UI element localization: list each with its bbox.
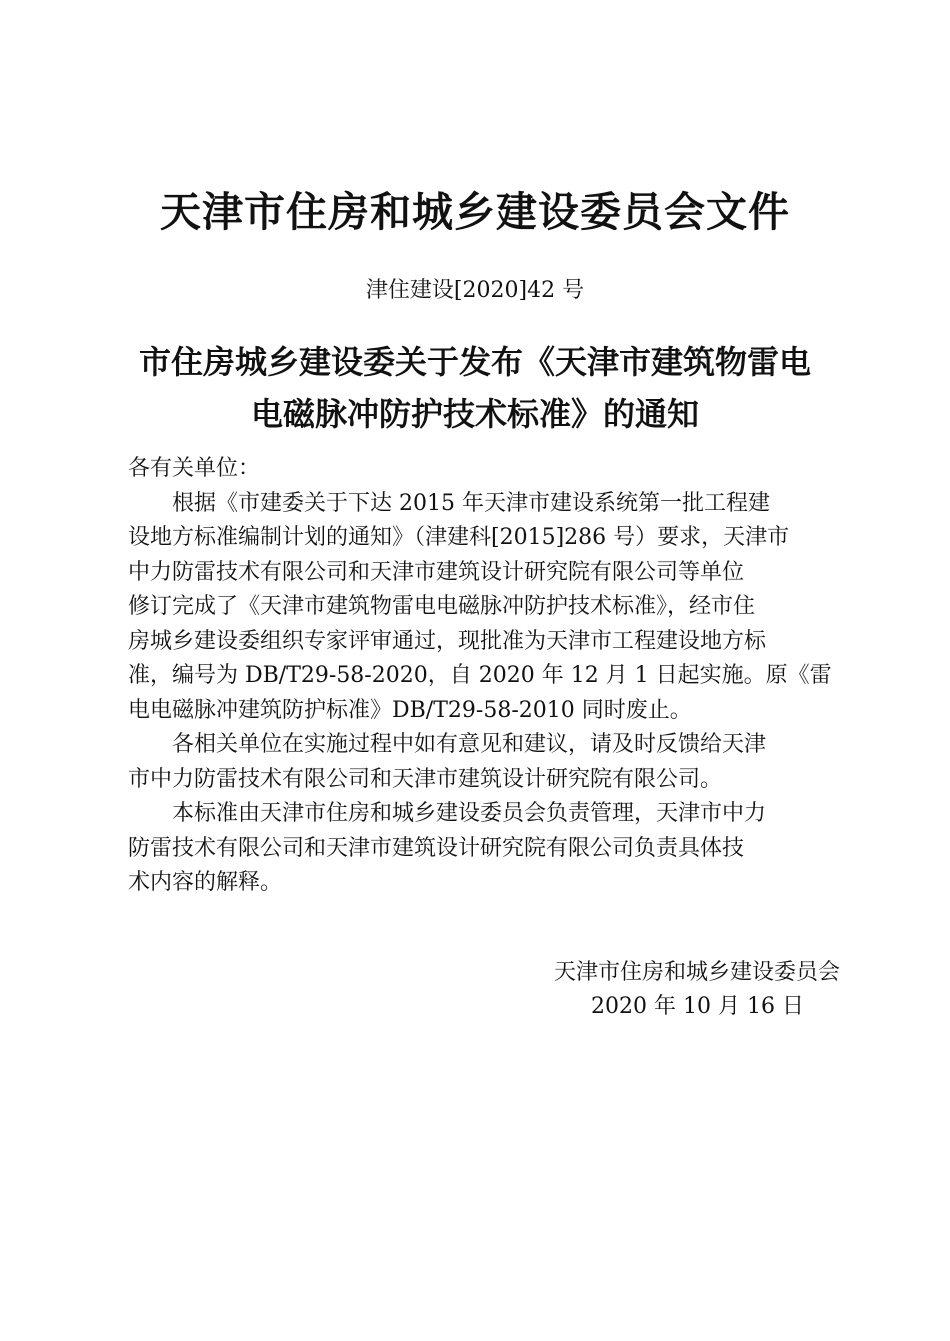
- paragraph-line: 根据《市建委关于下达 2015 年天津市建设系统第一批工程建: [172, 490, 770, 516]
- paragraph-line: 市中力防雷技术有限公司和天津市建筑设计研究院有限公司。: [128, 766, 723, 792]
- paragraph-line: 防雷技术有限公司和天津市建筑设计研究院有限公司负责具体技: [128, 835, 745, 861]
- signature-block: [470, 956, 840, 1024]
- salutation: 各有关单位：: [128, 456, 261, 481]
- paragraph-line: 修订完成了《天津市建筑物雷电电磁脉冲防护技术标准》，经市住: [128, 594, 756, 619]
- paragraph-line: 电电磁脉冲建筑防护标准》DB/T29-58-2010 同时废止。: [128, 697, 692, 723]
- paragraph-line: 设地方标准编制计划的通知》（津建科[2015]286 号）要求，天津市: [128, 525, 790, 550]
- notice-body: [128, 452, 838, 901]
- signing-organization: 天津市住房和城乡建设委员会: [553, 960, 840, 985]
- issuer-title: 天津市住房和城乡建设委员会文件: [160, 188, 790, 236]
- paragraph-line: 各相关单位在实施过程中如有意见和建议，请及时反馈给天津: [172, 732, 767, 757]
- paragraph-line: 本标准由天津市住房和城乡建设委员会负责管理，天津市中力: [172, 801, 767, 826]
- paragraph-line: 房城乡建设委组织专家评审通过，现批准为天津市工程建设地方标: [128, 628, 767, 654]
- paragraph-line: 中力防雷技术有限公司和天津市建筑设计研究院有限公司等单位: [128, 559, 745, 585]
- signing-date: 2020 年 10 月 16 日: [591, 994, 804, 1019]
- notice-title-line: 市住房城乡建设委关于发布《天津市建筑物雷电: [138, 343, 811, 381]
- paragraph-line: 准，编号为 DB/T29-58-2020，自 2020 年 12 月 1 日起实施。原《雷: [128, 663, 832, 688]
- notice-title: [60, 336, 890, 440]
- notice-title-line: 电磁脉冲防护技术标准》的通知: [250, 395, 699, 433]
- paragraph-line: 术内容的解释。: [128, 870, 283, 895]
- document-number: 津住建设[2020]42 号: [365, 278, 585, 303]
